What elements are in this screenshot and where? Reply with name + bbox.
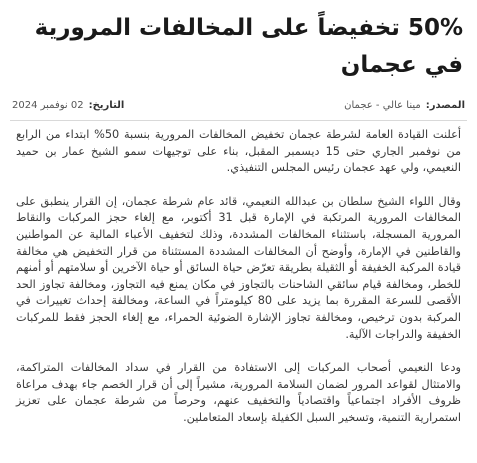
source-value: مينا عالي - عجمان [344,100,421,111]
article-meta-bar [10,96,467,121]
article-paragraph: ودعا النعيمي أصحاب المركبات إلى الاستفادة من القرار في سداد المخالفات المتراكمة، والامتثال لقواعد المرور لضمان السلامة المرورية، مشيراً إلى أن قرار الخصم جاء بهدف مراعاة ظروف الأفراد اجتماعياً واقتصادياً والتخفيف عنهم، وحرصاً من شرطة عجمان على تعزيز استمرارية التنمية، وتسخير السبل الكفيلة بإسعاد المتعاملين. [16,361,461,424]
source-info [344,100,465,111]
article-title: 50% تخفيضاً على المخالفات المرورية في عجمان [34,15,463,78]
date-label: التاريخ: [88,100,125,111]
source-label: المصدر: [425,100,465,111]
article-body [10,121,467,427]
date-info [12,100,124,111]
article-paragraph: أعلنت القيادة العامة لشرطة عجمان تخفيض المخالفات المرورية بنسبة 50% ابتداء من الرابع من نوفمبر الجاري حتى 15 ديسمبر المقبل، بناء على توجيهات سمو الشيخ عمار بن حميد النعيمي، ولي عهد عجمان رئيس المجلس التنفيذي. [16,128,461,175]
date-value: 02 نوفمبر 2024 [12,100,84,111]
article-paragraph: وقال اللواء الشيخ سلطان بن عبدالله النعيمي، قائد عام شرطة عجمان، إن القرار ينطبق على المخالفات المرورية المرتكبة في الإمارة قبل 31 أكتوبر، مع إلغاء حجز المركبات والنقاط المرورية المسجلة، باستثناء المخالفات المشددة، وذلك لتخفيف الأعباء المالية عن المواطنين والقاطنين في الإمارة، وأوضح أن المخالفات المشددة المستثناة من قرار التخفيض هي مخالفة قيادة المركبة الخفيفة أو الثقيلة بطريقة تعرّض حياة السائق أو حياة الآخرين أو سلامتهم أو أمنهم للخطر، ومخالفة قيام سائقي الشاحنات بالتجاوز في مكان يمنع فيه التجاوز، ومخالفة تجاوز الحد الأقصى للسرعة المقررة بما يزيد على 80 كيلومتراً في الساعة، ومخالفة إحداث تغييرات في المركبة بدون ترخيص، ومخالفة تجاوز الإشارة الضوئية الحمراء، مع إلغاء الحجز فقط للمركبات الخفيفة والدراجات الآلية. [16,194,462,341]
